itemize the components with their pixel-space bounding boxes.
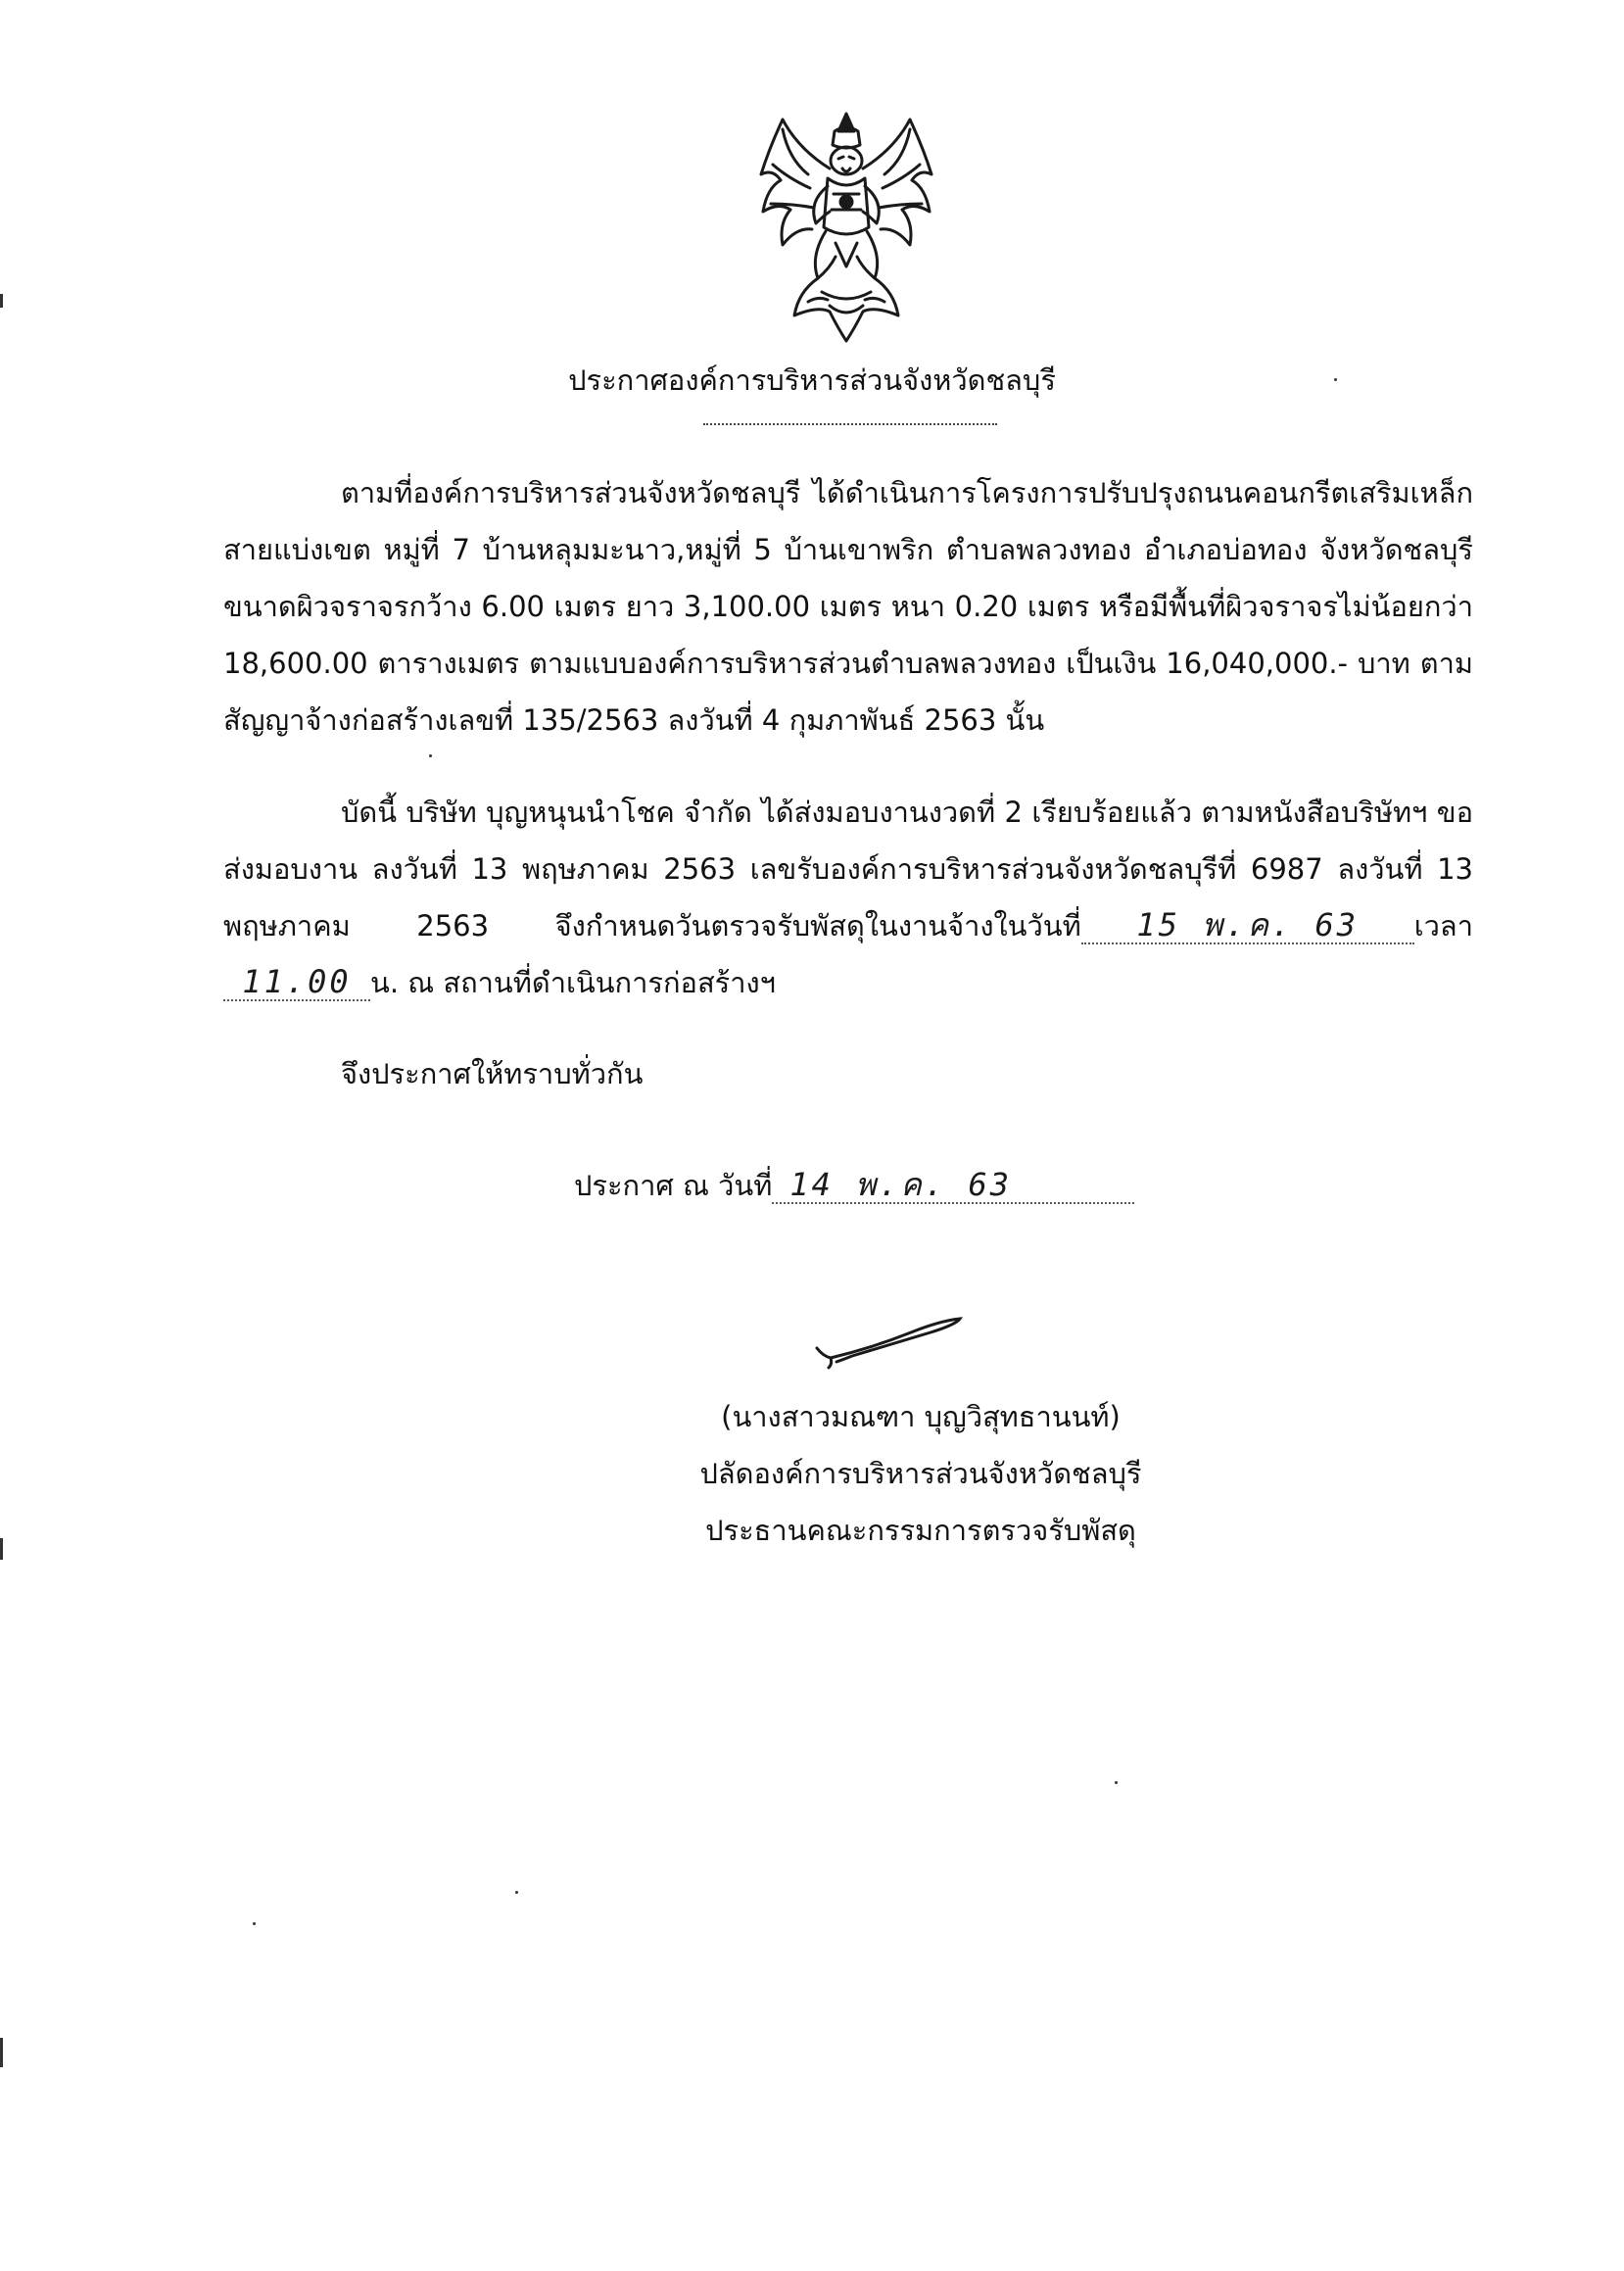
paragraph-2-text — [223, 784, 1473, 1011]
closing-statement: จึงประกาศให้ทราบทั่วกัน — [341, 1057, 644, 1090]
title-divider — [703, 423, 997, 425]
signer-committee-role: ประธานคณะกรรมการตรวจรับพัสดุ — [705, 1514, 1136, 1547]
paragraph-1-text: ตามที่องค์การบริหารส่วนจังหวัดชลบุรี ได้ดำเนินการโครงการปรับปรุงถนนคอนกรีตเสริมเหล็กสายแบ่งเขต หมู่ที่ 7 บ้านหลุมมะนาว,หมู่ที่ 5 บ้านเขาพริก ตำบลพลวงทอง อำเภอบ่อทอง จังหวัดชลบุรีขนาดผิวจราจรกว้าง 6.00 เมตร ยาว 3,100.00 เมตร หนา 0.20 เมตร หรือมีพื้นที่ผิวจราจรไม่น้อยกว่า 18,600.00 ตารางเมตร ตามแบบองค์การบริหารส่วนตำบลพลวงทอง เป็นเงิน 16,040,000.- บาท ตามสัญญาจ้างก่อสร้างเลขที่ 135/2563 ลงวันที่ 4 กุมภาพันธ์ 2563 นั้น — [223, 476, 1473, 737]
document-title: ประกาศองค์การบริหารส่วนจังหวัดชลบุรี — [568, 363, 1056, 397]
scan-speck — [1115, 1781, 1118, 1784]
paragraph-project-details — [223, 464, 1473, 749]
garuda-emblem-icon — [740, 110, 953, 345]
time-label: เวลา — [1413, 909, 1473, 942]
announce-date-field — [772, 1168, 1134, 1204]
scan-speck — [515, 1891, 518, 1894]
paragraph-2-part2: น. ณ สถานที่ดำเนินการก่อสร้างฯ — [370, 966, 776, 999]
announce-label: ประกาศ ณ วันที่ — [574, 1169, 773, 1202]
announce-date-handwritten: 14 พ.ค. 63 — [789, 1166, 1013, 1203]
signer-name: (นางสาวมณฑา บุญวิสุทธานนท์) — [721, 1400, 1121, 1433]
paragraph-2-part1: บัดนี้ บริษัท บุญหนุนนำโชค จำกัด ได้ส่งมอบงานงวดที่ 2 เรียบร้อยแล้ว ตามหนังสือบริษัทฯ ขอส่งมอบงาน ลงวันที่ 13 พฤษภาคม 2563 เลขรับองค์การบริหารส่วนจังหวัดชลบุรีที่ 6987 ลงวันที่ 13 พฤษภาคม 2563 จึงกำหนดวันตรวจรับพัสดุในงานจ้างในวันที่ — [223, 796, 1473, 942]
inspection-date-field — [1081, 908, 1414, 944]
inspection-time-field — [223, 965, 370, 1001]
paragraph-inspection-schedule — [223, 784, 1473, 1011]
scan-speck — [253, 1922, 256, 1925]
scan-edge-mark — [0, 2038, 3, 2067]
scan-edge-mark — [0, 294, 3, 308]
scan-speck — [429, 754, 432, 757]
scan-speck — [1334, 378, 1337, 381]
handwritten-signature-icon — [813, 1313, 970, 1374]
scan-edge-mark — [0, 1538, 3, 1560]
inspection-time-handwritten: 11.00 — [242, 963, 352, 1000]
inspection-date-handwritten: 15 พ.ค. 63 — [1136, 906, 1360, 943]
signer-position: ปลัดองค์การบริหารส่วนจังหวัดชลบุรี — [699, 1457, 1142, 1490]
announcement-date-line — [574, 1166, 1134, 1205]
